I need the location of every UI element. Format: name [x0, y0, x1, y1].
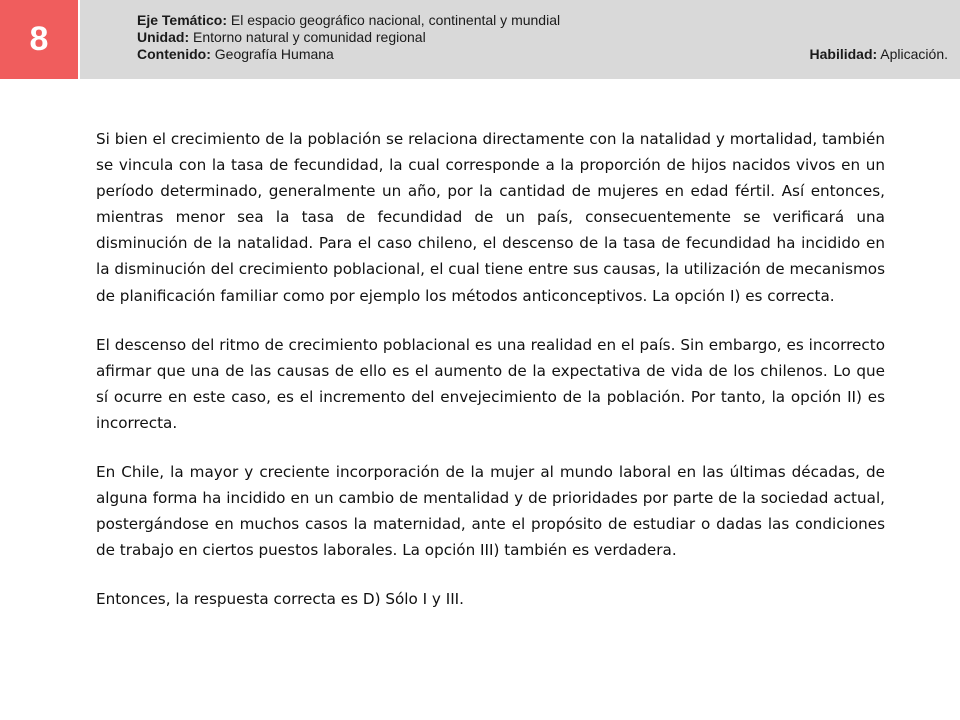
- eje-label: Eje Temático:: [137, 12, 227, 28]
- header-bar: [80, 0, 960, 79]
- paragraph-fecundidad: Si bien el crecimiento de la población se relaciona directamente con la natalidad y mortalidad, también se vincula con la tasa de fecundidad, la cual corresponde a la proporción de hijos nacidos vivos en un período determinado, generalmente un año, por la cantidad de mujeres en edad fértil. Así entonces, mientras menor sea la tasa de fecundidad de un país, consecuentemente se verificará una disminución de la natalidad. Para el caso chileno, el descenso de la tasa de fecundidad ha incidido en la disminución del crecimiento poblacional, el cual tiene entre sus causas, la utilización de mecanismos de planificación familiar como por ejemplo los métodos anticonceptivos. La opción I) es correcta.: [96, 130, 885, 305]
- explanation-text: [96, 126, 885, 636]
- unidad-label: Unidad:: [137, 29, 190, 45]
- slide-number-badge: [0, 0, 78, 79]
- habilidad-value: Aplicación.: [877, 46, 948, 62]
- header-info: [137, 12, 950, 63]
- header-eje-line: [137, 12, 950, 29]
- unidad-value: Entorno natural y comunidad regional: [189, 29, 426, 45]
- header-unidad-line: [137, 29, 950, 46]
- contenido-value: Geografía Humana: [210, 46, 334, 62]
- paragraph-mujer-laboral: En Chile, la mayor y creciente incorporación de la mujer al mundo laboral en las últimas décadas, de alguna forma ha incidido en un cambio de mentalidad y de prioridades por parte de la sociedad actual, postergándose en muchos casos la maternidad, ante el propósito de estudiar o dadas las condiciones de trabajo en ciertos puestos laborales. La opción III) también es verdadera.: [96, 463, 885, 560]
- slide-number: 8: [29, 20, 49, 58]
- contenido-label: Contenido:: [137, 46, 211, 62]
- habilidad-group: [810, 46, 951, 63]
- eje-value: El espacio geográfico nacional, continental y mundial: [227, 12, 561, 28]
- header-contenido-line: [137, 46, 950, 63]
- paragraph-expectativa: El descenso del ritmo de crecimiento poblacional es una realidad en el país. Sin embargo, es incorrecto afirmar que una de las causas de ello es el aumento de la expectativa de vida de los chilenos. Lo que sí ocurre en este caso, es el incremento del envejecimiento de la población. Por tanto, la opción II) es incorrecta.: [96, 335, 885, 432]
- contenido-group: [137, 46, 334, 63]
- habilidad-label: Habilidad:: [809, 46, 878, 62]
- paragraph-respuesta: Entonces, la respuesta correcta es D) Sólo I y III.: [96, 590, 464, 609]
